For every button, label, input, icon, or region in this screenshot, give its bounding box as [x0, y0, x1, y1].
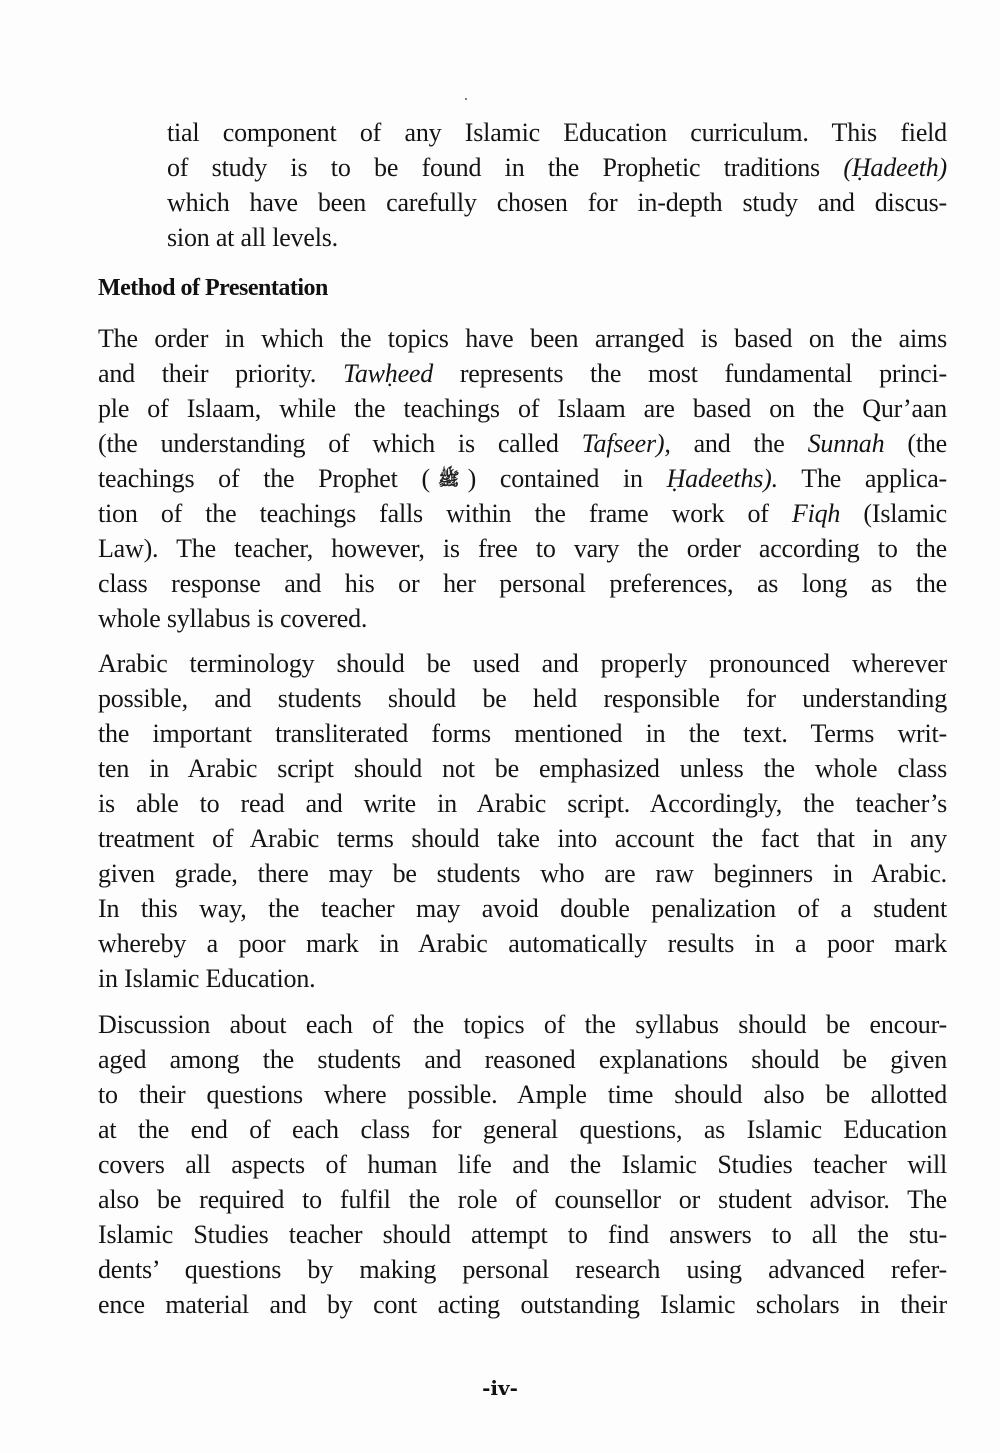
- text-line: which have been carefully chosen for in-depth study and discus-: [167, 188, 947, 217]
- text-line: ten in Arabic script should not be emphasized unless the whole class: [98, 754, 947, 783]
- text-line: and their priority. Tawḥeed represents the most fundamental princi-: [98, 359, 947, 388]
- italic-term: Sunnah: [807, 429, 885, 458]
- text-line: the important transliterated forms mentioned in the text. Terms writ-: [98, 719, 947, 748]
- text-line: aged among the students and reasoned explanations should be given: [98, 1045, 947, 1074]
- text-line: whole syllabus is covered.: [98, 604, 368, 633]
- text-line: in Islamic Education.: [98, 964, 316, 993]
- text-line: ple of Islaam, while the teachings of Islaam are based on the Qur’aan: [98, 394, 947, 423]
- text-line: (the understanding of which is called Tafseer), and the Sunnah (the: [98, 429, 947, 458]
- italic-term: Tawḥeed: [342, 359, 434, 388]
- text-line: to their questions where possible. Ample time should also be allotted: [98, 1080, 947, 1109]
- text-line: at the end of each class for general questions, as Islamic Education: [98, 1115, 947, 1144]
- text-line: tial component of any Islamic Education curriculum. This field: [167, 118, 947, 147]
- scan-speck: [465, 98, 467, 100]
- text-line: Islamic Studies teacher should attempt to find answers to all the stu-: [98, 1220, 947, 1249]
- text-line: ence material and by cont acting outstanding Islamic scholars in their: [98, 1290, 947, 1319]
- italic-term: Tafseer),: [581, 429, 671, 458]
- text-line: Law). The teacher, however, is free to vary the order according to the: [98, 534, 947, 563]
- text-line: is able to read and write in Arabic script. Accordingly, the teacher’s: [98, 789, 947, 818]
- text-line: covers all aspects of human life and the Islamic Studies teacher will: [98, 1150, 947, 1179]
- text-line: In this way, the teacher may avoid double penalization of a student: [98, 894, 947, 923]
- text-line: of study is to be found in the Prophetic traditions (Ḥadeeth): [167, 153, 947, 182]
- text-line: given grade, there may be students who are raw beginners in Arabic.: [98, 859, 947, 888]
- text-line: teachings of the Prophet ( ﷺ ) contained in Ḥadeeths). The applica-: [98, 462, 947, 498]
- text-line: dents’ questions by making personal research using advanced refer-: [98, 1255, 947, 1284]
- text-line: treatment of Arabic terms should take into account the fact that in any: [98, 824, 947, 853]
- text-line: class response and his or her personal preferences, as long as the: [98, 569, 947, 598]
- text-line: possible, and students should be held responsible for understanding: [98, 684, 947, 713]
- pbuh-calligraphy-icon: ﷺ: [437, 469, 460, 489]
- italic-term: Fiqh: [791, 499, 841, 528]
- text-line: Arabic terminology should be used and properly pronounced wherever: [98, 649, 947, 678]
- text-line: tion of the teachings falls within the frame work of Fiqh (Islamic: [98, 499, 947, 528]
- italic-term: Ḥadeeths).: [666, 464, 778, 493]
- text-line: whereby a poor mark in Arabic automatically results in a poor mark: [98, 929, 947, 958]
- page-number: -iv-: [482, 1376, 518, 1400]
- text-line: The order in which the topics have been arranged is based on the aims: [98, 324, 947, 353]
- text-line: Discussion about each of the topics of the syllabus should be encour-: [98, 1010, 947, 1039]
- text-line: also be required to fulfil the role of counsellor or student advisor. The: [98, 1185, 947, 1214]
- text-line: sion at all levels.: [167, 223, 338, 252]
- italic-term: (Ḥadeeth): [843, 153, 947, 182]
- section-heading: Method of Presentation: [98, 275, 328, 301]
